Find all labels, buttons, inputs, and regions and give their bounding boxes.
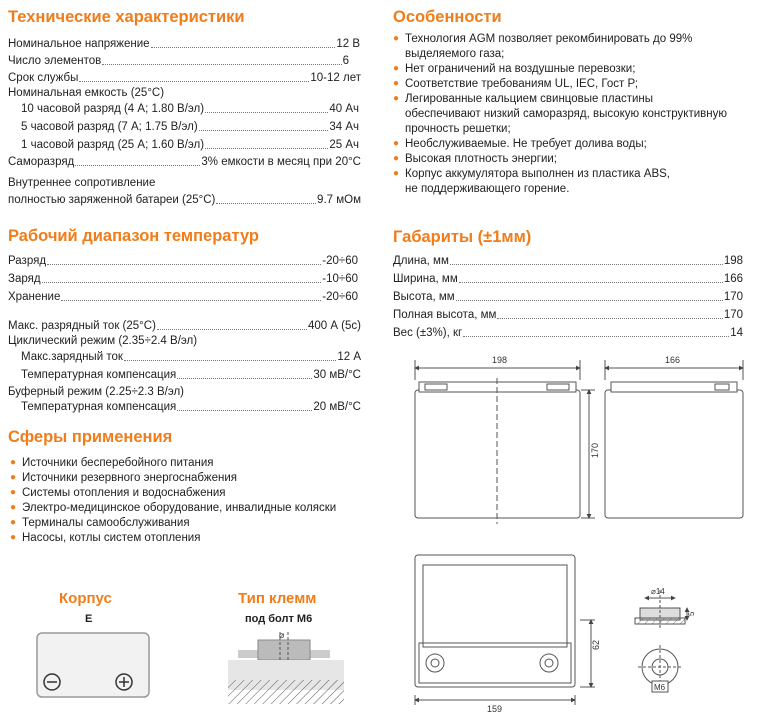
application-item: ● Электро-медицинское оборудование, инвалидные коляски [10, 502, 337, 514]
bullet-icon: ● [393, 153, 400, 164]
bullet-icon: ● [393, 93, 400, 104]
self-discharge-row: Саморазряд 3% емкости в месяц при 20°C [8, 156, 361, 168]
temps-title: Рабочий диапазон температур [8, 227, 260, 245]
feature-item-continuation: выделяемого газа; [405, 48, 505, 60]
leader-dots [79, 81, 309, 82]
leader-dots [124, 360, 336, 361]
leader-dots [199, 130, 329, 131]
leader-dots [463, 336, 729, 337]
features-title: Особенности [393, 8, 502, 26]
feature-item: ● Корпус аккумулятора выполнен из пластика ABS, [393, 168, 670, 180]
resistance-row: полностью заряженной батареи (25°C) 9.7 мОм [8, 194, 361, 206]
bullet-icon: ● [393, 33, 400, 44]
applications-title: Сферы применения [8, 428, 173, 446]
feature-item-continuation: прочность решетки; [405, 123, 511, 135]
battery-dimension-drawing [395, 350, 765, 724]
buffer-label: Буферный режим (2.25÷2.3 В/эл) [8, 386, 185, 398]
dim-height: 170 [590, 442, 600, 458]
dimension-row: Ширина, мм 166 [393, 273, 743, 285]
leader-dots [216, 203, 316, 204]
spec-row: Номинальное напряжение 12 В [8, 38, 360, 50]
feature-item: ● Технология AGM позволяет рекомбинировать до 99% [393, 33, 693, 45]
dim-bolt: M6 [654, 683, 666, 692]
cyclic-row: Температурная компенсация 30 мВ/°C [21, 369, 361, 381]
spec-row: Число элементов 6 [8, 55, 349, 67]
temp-row: Хранение -20÷60 [8, 291, 358, 303]
feature-item: ● Необслуживаемые. Не требует долива воды; [393, 138, 647, 150]
application-item: ● Терминалы самообслуживания [10, 517, 190, 529]
terminal-bolt-icon [228, 628, 344, 704]
specs-title: Технические характеристики [8, 8, 245, 26]
bullet-icon: ● [10, 487, 17, 498]
feature-item: ● Высокая плотность энергии; [393, 153, 557, 165]
bullet-icon: ● [10, 502, 17, 513]
leader-dots [205, 148, 328, 149]
terminal-value: под болт М6 [245, 613, 313, 625]
dim-terminal-height: 5 [687, 611, 696, 616]
leader-dots [459, 282, 723, 283]
capacity-label: Номинальная емкость (25°C) [8, 87, 165, 99]
cyclic-row: Макс.зарядный ток 12 А [21, 351, 361, 363]
feature-item: ● Легированные кальцием свинцовые пластины [393, 93, 654, 105]
leader-dots [75, 165, 200, 166]
leader-dots [102, 64, 341, 65]
leader-dots [61, 300, 321, 301]
bullet-icon: ● [393, 63, 400, 74]
bullet-icon: ● [10, 517, 17, 528]
temp-row: Разряд -20÷60 [8, 255, 358, 267]
bullet-icon: ● [393, 138, 400, 149]
capacity-row: 1 часовой разряд (25 А; 1.60 В/эл) 25 Ач [21, 139, 359, 151]
dim-top-width: 159 [487, 704, 503, 714]
leader-dots [177, 378, 312, 379]
bullet-icon: ● [10, 472, 17, 483]
case-icon [34, 630, 152, 700]
leader-dots [456, 300, 723, 301]
cyclic-label: Циклический режим (2.35÷2.4 В/эл) [8, 335, 198, 347]
dimension-row: Высота, мм 170 [393, 291, 743, 303]
application-item: ● Источники резервного энергоснабжения [10, 472, 237, 484]
leader-dots [157, 329, 307, 330]
dimension-row: Полная высота, мм 170 [393, 309, 743, 321]
bullet-icon: ● [10, 532, 17, 543]
dim-side-width: 166 [665, 355, 681, 365]
dim-front-width: 198 [492, 355, 508, 365]
max-current-row: Макс. разрядный ток (25°C) 400 А (5с) [8, 320, 361, 332]
feature-item-continuation: не поддерживающего горение. [405, 183, 570, 195]
leader-dots [151, 47, 336, 48]
spec-row: Срок службы 10-12 лет [8, 72, 361, 84]
buffer-row: Температурная компенсация 20 мВ/°C [21, 401, 361, 413]
capacity-row: 5 часовой разряд (7 А; 1.75 В/эл) 34 Ач [21, 121, 359, 133]
resistance-label: Внутреннее сопротивление [8, 177, 156, 189]
application-item: ● Системы отопления и водоснабжения [10, 487, 226, 499]
terminal-title: Тип клемм [238, 590, 317, 607]
bullet-icon: ● [393, 78, 400, 89]
leader-dots [450, 264, 723, 265]
bullet-icon: ● [10, 457, 17, 468]
application-item: ● Насосы, котлы систем отопления [10, 532, 201, 544]
leader-dots [205, 112, 328, 113]
case-value: E [85, 613, 93, 625]
leader-dots [47, 264, 321, 265]
bullet-icon: ● [393, 168, 400, 179]
terminal-diameter-symbol: ⌀ [279, 630, 285, 640]
leader-dots [177, 410, 312, 411]
dim-terminal-diameter: ⌀14 [651, 587, 665, 596]
feature-item: ● Нет ограничений на воздушные перевозки; [393, 63, 636, 75]
feature-item: ● Соответствие требованиям UL, IEC, Гост Р; [393, 78, 639, 90]
case-title: Корпус [59, 590, 112, 607]
dimension-row: Длина, мм 198 [393, 255, 743, 267]
dimensions-title: Габариты (±1мм) [393, 228, 532, 246]
dimension-row: Вес (±3%), кг 14 [393, 327, 743, 339]
leader-dots [42, 282, 322, 283]
leader-dots [497, 318, 722, 319]
feature-item-continuation: обеспечивают низкий саморазряд, высокую конструктивную [405, 108, 727, 120]
dim-top-depth: 62 [591, 639, 601, 650]
capacity-row: 10 часовой разряд (4 А; 1.80 В/эл) 40 Ач [21, 103, 359, 115]
application-item: ● Источники бесперебойного питания [10, 457, 214, 469]
temp-row: Заряд -10÷60 [8, 273, 358, 285]
